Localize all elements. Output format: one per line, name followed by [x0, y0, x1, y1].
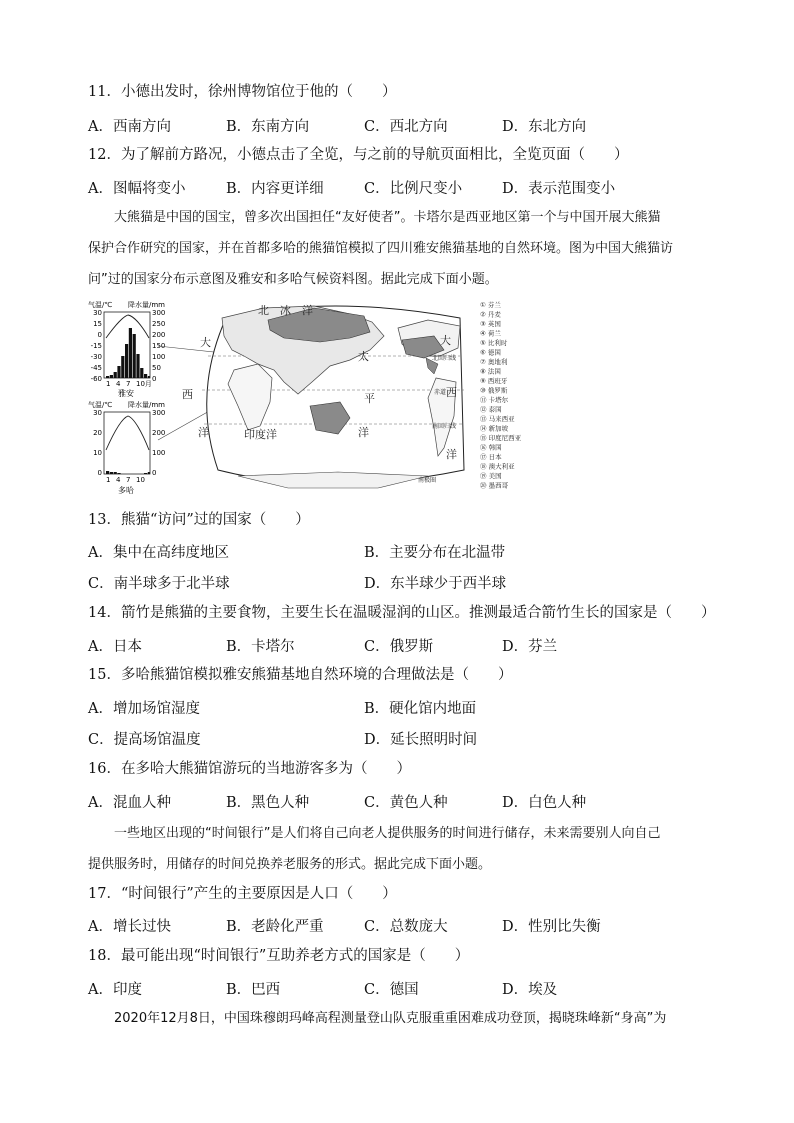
q12-option-c: C．比例尺变小 — [364, 181, 463, 197]
chart1-temp-tick: 0 — [97, 331, 102, 339]
pacific-label-tai: 太 — [358, 350, 369, 363]
q13-option-b: B．主要分布在北温带 — [364, 545, 506, 561]
q16-option-a: A．混血人种 — [88, 795, 171, 811]
chart2-month-labels — [106, 476, 145, 484]
legend-item: ⑲ 美国 — [480, 472, 502, 480]
chart1-precip-tick: 0 — [152, 375, 157, 383]
q11-option-a: A．西南方向 — [88, 119, 171, 135]
q17-option-a: A．增长过快 — [88, 919, 171, 935]
chart1-temp-tick: -30 — [90, 353, 102, 361]
q14-option-c: C．俄罗斯 — [364, 639, 434, 655]
month-label: 4 — [116, 380, 121, 388]
chart2-precip-bars — [106, 471, 150, 474]
chart2-temp-tick: 20 — [93, 429, 102, 437]
q11-option-d: D．东北方向 — [502, 119, 587, 135]
pacific-label-yang: 洋 — [358, 426, 369, 439]
panda-passage-line-1: 大熊猫是中国的国宝，曾多次出国担任“友好使者”。卡塔尔是西亚地区第一个与中国开展大熊猫 — [88, 210, 661, 225]
q17-option-d: D．性别比失衡 — [502, 919, 601, 935]
q18-option-b: B．巴西 — [226, 982, 281, 998]
legend-item: ① 芬兰 — [480, 301, 501, 309]
legend-item: ⑥ 德国 — [480, 348, 501, 357]
chart1-temp-curve — [106, 315, 149, 338]
question-12: 12．为了解前方路况，小德点击了全览，与之前的导航页面相比，全览页面（ ） — [88, 147, 629, 163]
chart2-precip-tick: 200 — [152, 429, 166, 437]
world-map — [182, 303, 464, 488]
q15-option-d: D．延长照明时间 — [364, 732, 478, 748]
legend-item: ⑳ 墨西哥 — [480, 481, 509, 490]
legend-item: ⑭ 新加坡 — [480, 424, 509, 433]
question-16: 16．在多哈大熊猫馆游玩的当地游客多为（ ） — [88, 761, 411, 777]
legend-item: ⑮ 印度尼西亚 — [480, 434, 522, 442]
chart2-precip-ticks — [152, 409, 165, 477]
precip-bar — [140, 368, 143, 378]
chart1-precip-bars — [106, 328, 150, 378]
chart1-precip-tick: 200 — [152, 331, 166, 339]
chart2-temp-curve — [106, 416, 149, 450]
legend-item: ⑩ 俄罗斯 — [480, 386, 508, 395]
month-label: 7 — [126, 380, 131, 388]
q14-option-a: A．日本 — [88, 639, 142, 655]
panda-passage — [88, 202, 708, 295]
q16-option-c: C．黄色人种 — [364, 795, 448, 811]
chart1-precip-tick: 100 — [152, 353, 166, 361]
q13-option-c: C．南半球多于北半球 — [88, 576, 230, 592]
legend-item: ③ 英国 — [480, 320, 501, 328]
time-bank-passage-line-1: 一些地区出现的“时间银行”是人们将自己向老人提供服务的时间进行储存，未来需要别人向自己 — [88, 826, 661, 841]
precip-bar — [144, 374, 147, 378]
q11-option-b: B．东南方向 — [226, 119, 310, 135]
question-17: 17．“时间银行”产生的主要原因是人口（ ） — [88, 886, 397, 902]
country-legend — [480, 300, 522, 490]
chart1-precip-tick: 300 — [152, 309, 166, 317]
chart1-temp-tick: -15 — [90, 342, 102, 350]
legend-item: ⑪ 卡塔尔 — [480, 396, 509, 404]
precip-bar — [117, 366, 120, 378]
precip-bar — [106, 471, 109, 474]
figure-svg — [88, 298, 708, 496]
chart2-temp-tick: 10 — [93, 449, 102, 457]
q16-option-d: D．白色人种 — [502, 795, 587, 811]
legend-item: ⑰ 日本 — [480, 453, 502, 461]
q11-option-c: C．西北方向 — [364, 119, 448, 135]
q14-option-b: B．卡塔尔 — [226, 639, 295, 655]
chart2-precip-tick: 300 — [152, 409, 166, 417]
west-label-yang: 洋 — [198, 426, 209, 439]
q12-option-b: B．内容更详细 — [226, 181, 324, 197]
precip-bar — [144, 473, 147, 474]
q13-option-d: D．东半球少于西半球 — [364, 576, 507, 592]
precip-bar — [106, 376, 109, 378]
q13-option-a: A．集中在高纬度地区 — [88, 545, 229, 561]
legend-item: ⑦ 奥地利 — [480, 358, 508, 366]
question-14: 14．箭竹是熊猫的主要食物，主要生长在温暖湿润的山区。推测最适合箭竹生长的国家是（ ） — [88, 605, 716, 621]
precip-bar — [117, 473, 120, 474]
legend-item: ⑬ 马来西亚 — [480, 415, 515, 423]
chart1-name: 雅安 — [118, 389, 134, 398]
chart2-temp-tick: 30 — [93, 409, 102, 417]
chart2-temp-ticks — [93, 409, 102, 477]
precip-bar — [110, 375, 113, 378]
tropic-cancer-label: 北回归线 — [432, 355, 457, 362]
q15-option-a: A．增加场馆湿度 — [88, 701, 200, 717]
precip-bar — [129, 328, 132, 378]
chart1-precip-tick: 250 — [152, 320, 166, 328]
legend-item: ⑫ 泰国 — [480, 405, 502, 414]
indian-ocean-label: 印度洋 — [244, 428, 277, 441]
precip-bar — [148, 472, 150, 474]
precip-bar — [148, 376, 150, 378]
month-label: 1 — [106, 380, 111, 388]
precip-bar — [136, 354, 139, 378]
month-label: 10 — [136, 476, 145, 484]
legend-item: ⑤ 比利时 — [480, 339, 508, 347]
q14-option-d: D．芬兰 — [502, 639, 558, 655]
precip-bar — [114, 472, 117, 474]
chart1-precip-tick: 150 — [152, 342, 166, 350]
equator-label: 赤道 — [434, 389, 447, 396]
pacific-label-da: 大 — [200, 336, 211, 349]
precip-bar — [121, 356, 124, 378]
chart1-temp-tick: 30 — [93, 309, 102, 317]
chart2-frame — [104, 412, 150, 474]
question-11: 11．小德出发时，徐州博物馆位于他的（ ） — [88, 84, 397, 100]
precip-bar — [114, 372, 117, 378]
chart2-precip-tick: 0 — [152, 469, 157, 477]
west-label-xi: 西 — [182, 388, 193, 401]
q18-option-d: D．埃及 — [502, 982, 558, 998]
chart1-precip-tick: 50 — [152, 364, 161, 372]
atlantic-label-da: 大 — [440, 334, 451, 347]
legend-item: ④ 荷兰 — [480, 329, 501, 338]
precip-bar — [110, 472, 113, 474]
legend-item: ⑨ 西班牙 — [480, 377, 508, 385]
chart2-temp-label: 气温/℃ — [88, 401, 113, 409]
time-bank-passage — [88, 818, 708, 880]
month-label: 7 — [126, 476, 131, 484]
q18-option-c: C．德国 — [364, 982, 419, 998]
yaan-climate-chart — [88, 300, 165, 398]
panda-passage-line-2: 保护合作研究的国家，并在首都多哈的熊猫馆模拟了四川雅安熊猫基地的自然环境。图为中国大熊猫访 — [88, 241, 674, 256]
chart1-precip-label: 降水量/mm — [128, 301, 165, 309]
q12-option-a: A．图幅将变小 — [88, 181, 186, 197]
everest-passage-line-1: 2020年12月8日，中国珠穆朗玛峰高程测量登山队克服重重困难成功登顶，揭晓珠峰新“身高”为 — [88, 1011, 667, 1026]
precip-bar — [133, 334, 136, 378]
antarctic-circle-label: 南极圈 — [418, 477, 437, 484]
q18-option-a: A．印度 — [88, 982, 142, 998]
question-18: 18．最可能出现“时间银行”互助养老方式的国家是（ ） — [88, 948, 470, 964]
chart2-precip-label: 降水量/mm — [128, 401, 165, 409]
chart1-temp-tick: 15 — [93, 320, 102, 328]
panda-figure — [88, 298, 708, 496]
legend-item: ② 丹麦 — [480, 310, 501, 319]
q16-option-b: B．黑色人种 — [226, 795, 310, 811]
everest-passage — [88, 1003, 708, 1034]
month-label: 4 — [116, 476, 121, 484]
question-13: 13．熊猫“访问”过的国家（ ） — [88, 512, 310, 528]
q12-option-d: D．表示范围变小 — [502, 181, 616, 197]
panda-passage-line-3: 问”过的国家分布示意图及雅安和多哈气候资料图。据此完成下面小题。 — [88, 272, 498, 287]
q17-option-c: C．总数庞大 — [364, 919, 448, 935]
atlantic-label-xi: 西 — [446, 386, 457, 399]
chart2-name: 多哈 — [118, 486, 134, 495]
legend-item: ⑱ 澳大利亚 — [480, 462, 515, 471]
legend-item: ⑧ 法国 — [480, 367, 501, 376]
chart1-temp-label: 气温/℃ — [88, 301, 113, 309]
atlantic-label-yang: 洋 — [446, 448, 457, 461]
pacific-label-ping: 平 — [364, 392, 375, 405]
question-15: 15．多哈熊猫馆模拟雅安熊猫基地自然环境的合理做法是（ ） — [88, 667, 513, 683]
q17-option-b: B．老龄化严重 — [226, 919, 324, 935]
chart1-month-labels — [106, 380, 152, 388]
time-bank-passage-line-2: 提供服务时，用储存的时间兑换养老服务的形式。据此完成下面小题。 — [88, 857, 492, 872]
chart1-temp-tick: -60 — [90, 375, 102, 383]
q15-option-c: C．提高场馆温度 — [88, 732, 201, 748]
doha-climate-chart — [88, 400, 165, 495]
arctic-ocean-label: 北 冰 洋 — [258, 304, 313, 317]
chart2-temp-tick: 0 — [97, 469, 102, 477]
q15-option-b: B．硬化馆内地面 — [364, 701, 477, 717]
chart1-temp-ticks — [91, 309, 102, 383]
month-label: 10月 — [136, 380, 152, 388]
legend-item: ⑯ 韩国 — [480, 443, 502, 452]
tropic-capricorn-label: 南回归线 — [432, 423, 457, 430]
chart1-temp-tick: -45 — [90, 364, 102, 372]
chart2-precip-tick: 100 — [152, 449, 166, 457]
precip-bar — [125, 344, 128, 378]
month-label: 1 — [106, 476, 111, 484]
